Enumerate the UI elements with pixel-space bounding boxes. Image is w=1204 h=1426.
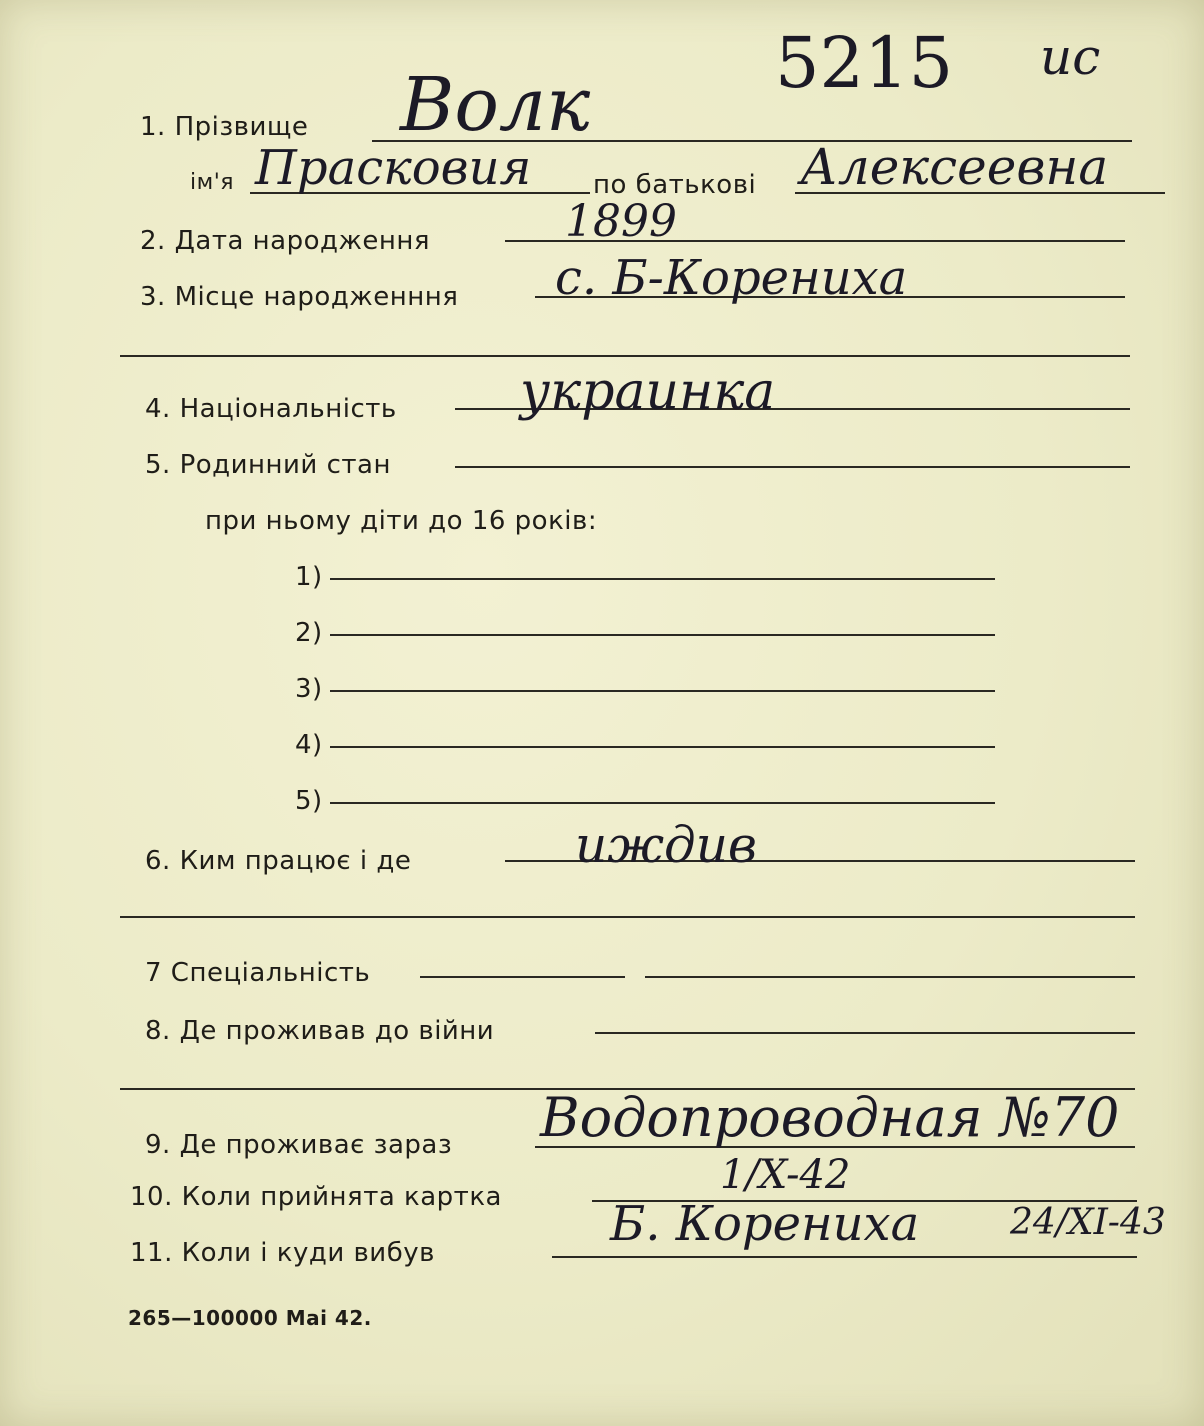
child-3-line [330, 690, 995, 692]
departure-date-value: 24/XI-43 [1010, 1202, 1166, 1243]
specialty-line-b [645, 976, 1135, 978]
current-residence-label: 9. Де проживає зараз [145, 1130, 453, 1160]
marital-status-label: 5. Родинний стан [145, 450, 391, 480]
birth-place-line-2 [120, 355, 1130, 357]
patronymic-value: Алексеевна [800, 138, 1109, 196]
child-5-label: 5) [295, 786, 323, 816]
children-label: при ньому діти до 16 років: [205, 506, 598, 536]
specialty-line [420, 976, 625, 978]
surname-value: Волк [400, 62, 591, 148]
child-3-label: 3) [295, 674, 323, 704]
departure-place-value: Б. Корениха [610, 1196, 920, 1252]
card-accepted-label: 10. Коли прийнята картка [130, 1182, 502, 1212]
current-residence-value: Водопроводная №70 [540, 1086, 1120, 1149]
occupation-value: иждив [575, 816, 758, 874]
child-2-line [330, 634, 995, 636]
first-name-label: ім'я [190, 170, 234, 195]
birth-date-label: 2. Дата народження [140, 226, 431, 256]
child-4-label: 4) [295, 730, 323, 760]
birth-place-label: 3. Місце народженння [140, 282, 459, 312]
specialty-label: 7 Спеціальність [145, 958, 371, 988]
occupation-line-2 [120, 916, 1135, 918]
first-name-value: Прасковия [255, 140, 532, 196]
child-2-label: 2) [295, 618, 323, 648]
departure-label: 11. Коли і куди вибув [130, 1238, 435, 1268]
print-run-footer: 265—100000 Маі 42. [128, 1306, 372, 1330]
card-number: 5215 [775, 22, 954, 104]
departure-line [552, 1256, 1137, 1258]
birth-place-value: с. Б-Корениха [555, 250, 908, 306]
prewar-residence-line [595, 1032, 1135, 1034]
occupation-label: 6. Ким працює і де [145, 846, 412, 876]
nationality-label: 4. Національність [145, 394, 397, 424]
card-mark: ис [1040, 28, 1101, 86]
surname-label: 1. Прізвище [140, 112, 309, 142]
nationality-value: украинка [520, 362, 776, 422]
birth-date-value: 1899 [565, 196, 677, 247]
marital-status-line [455, 466, 1130, 468]
prewar-residence-label: 8. Де проживав до війни [145, 1016, 495, 1046]
child-4-line [330, 746, 995, 748]
patronymic-label: по батькові [593, 170, 757, 200]
child-1-line [330, 578, 995, 580]
card-accepted-value: 1/X-42 [720, 1152, 851, 1198]
child-5-line [330, 802, 995, 804]
child-1-label: 1) [295, 562, 323, 592]
